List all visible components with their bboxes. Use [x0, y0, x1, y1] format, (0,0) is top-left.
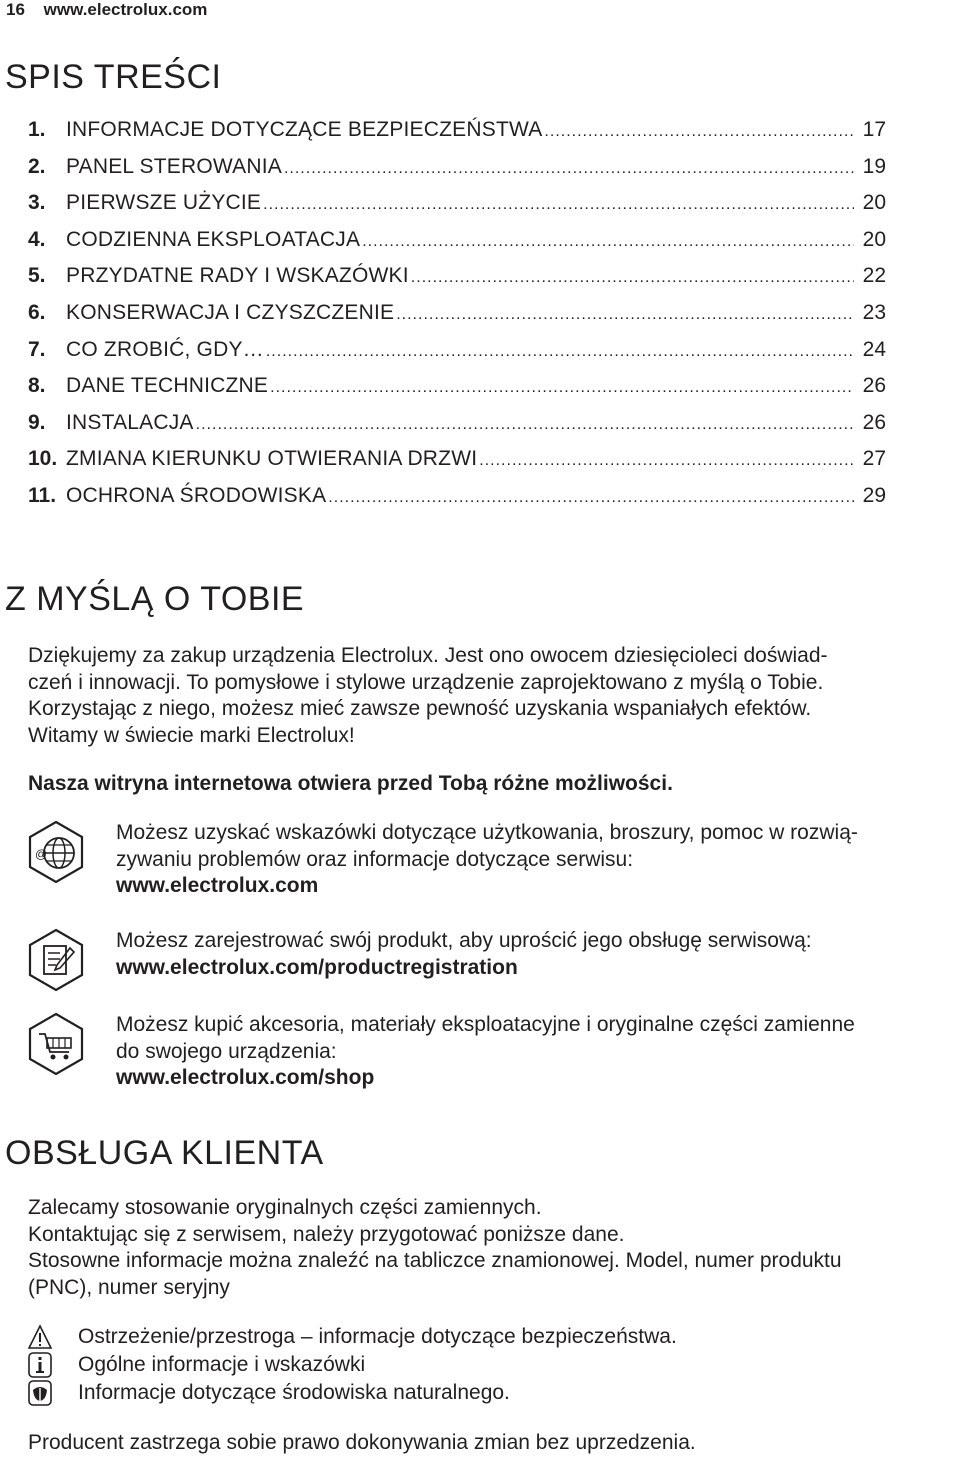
toc-title: SPIS TREŚCI	[5, 58, 222, 96]
toc-leader-dots	[396, 301, 854, 325]
toc-item-number: 9.	[28, 410, 46, 434]
intro-line: Witamy w świecie marki Electrolux!	[28, 723, 355, 747]
toc-item[interactable]	[28, 374, 886, 411]
intro-paragraph	[28, 643, 828, 749]
toc-item-page: 23	[862, 300, 886, 324]
feature-support-text	[116, 820, 858, 900]
toc-leader-dots	[544, 118, 854, 142]
intro-line: Korzystając z niego, możesz mieć zawsze pewność uzyskania wspaniałych efektów.	[28, 697, 812, 720]
feature-support	[24, 820, 960, 900]
footer-note: Producent zastrzega sobie prawo dokonywania zmian bez uprzedzenia.	[28, 1431, 696, 1454]
website-heading: Nasza witryna internetowa otwiera przed Tobą różne możliwości.	[28, 772, 673, 795]
toc-item[interactable]	[28, 484, 886, 521]
toc-item[interactable]	[28, 118, 886, 155]
toc-leader-dots	[270, 374, 854, 398]
registration-icon	[24, 928, 88, 992]
toc-item[interactable]	[28, 338, 886, 375]
toc-item-page: 19	[862, 154, 886, 178]
toc-item-number: 4.	[28, 227, 46, 251]
legend-item-info	[28, 1351, 677, 1379]
customer-service-title: OBSŁUGA KLIENTA	[5, 1134, 324, 1172]
toc-item-title: DANE TECHNICZNE	[66, 374, 269, 398]
toc-item-number: 3.	[28, 191, 46, 215]
globe-icon	[24, 820, 88, 884]
feature-registration-text	[116, 928, 812, 992]
legend-text: Ostrzeżenie/przestroga – informacje dotyczące bezpieczeństwa.	[78, 1325, 677, 1348]
feature-registration	[24, 928, 960, 992]
toc-item[interactable]	[28, 301, 886, 338]
page-header	[6, 0, 207, 20]
toc-item-number: 1.	[28, 118, 46, 141]
toc-item-page: 26	[862, 374, 886, 398]
toc-item-title: CODZIENNA EKSPLOATACJA	[66, 227, 361, 251]
legend-item-warning	[28, 1323, 677, 1351]
service-line: Stosowne informacje można znaleźć na tabliczce znamionowej. Model, numer produktu	[28, 1249, 842, 1272]
toc-item-page: 24	[862, 337, 886, 361]
toc-item-number: 7.	[28, 337, 46, 361]
toc-leader-dots	[263, 191, 854, 215]
page-number: 16	[6, 0, 25, 19]
toc-item-number: 2.	[28, 154, 46, 178]
feature-line: do swojego urządzenia:	[116, 1039, 337, 1063]
toc-item-title: INSTALACJA	[66, 410, 194, 434]
toc-item-number: 5.	[28, 264, 46, 288]
toc-item-title: PIERWSZE UŻYCIE	[66, 191, 262, 215]
toc-item-number: 6.	[28, 300, 46, 324]
table-of-contents	[28, 118, 886, 521]
toc-leader-dots	[266, 338, 854, 362]
info-icon	[28, 1352, 52, 1378]
service-paragraph	[28, 1195, 842, 1301]
shop-link[interactable]: www.electrolux.com/shop	[116, 1066, 375, 1089]
legend-text: Ogólne informacje i wskazówki	[78, 1353, 366, 1376]
feature-line: Możesz zarejestrować swój produkt, aby uprościć jego obsługę serwisową:	[116, 929, 812, 952]
thinking-of-you-title: Z MYŚLĄ O TOBIE	[5, 580, 305, 618]
toc-item-title: OCHRONA ŚRODOWISKA	[66, 483, 327, 507]
feature-line: Możesz kupić akcesoria, materiały eksploatacyjne i oryginalne części zamienne	[116, 1013, 855, 1036]
toc-item-title: CO ZROBIĆ, GDY…	[66, 337, 264, 361]
toc-item-page: 17	[862, 118, 886, 141]
legend-item-environment	[28, 1379, 677, 1407]
toc-item-title: ZMIANA KIERUNKU OTWIERANIA DRZWI	[66, 447, 478, 471]
intro-line: czeń i innowacji. To pomysłowe i stylowe urządzenie zaprojektowano z myślą o Tobie.	[28, 670, 824, 694]
environment-icon	[28, 1380, 52, 1406]
toc-item-page: 26	[862, 410, 886, 434]
toc-item-page: 22	[862, 264, 886, 288]
service-line: Zalecamy stosowanie oryginalnych części zamiennych.	[28, 1196, 542, 1219]
toc-leader-dots	[196, 411, 854, 435]
toc-item-title: PANEL STEROWANIA	[66, 154, 282, 178]
svg-text:@: @	[35, 847, 48, 861]
toc-item[interactable]	[28, 191, 886, 228]
toc-leader-dots	[328, 484, 854, 508]
toc-leader-dots	[284, 155, 854, 179]
feature-shop-text	[116, 1012, 855, 1092]
toc-leader-dots	[362, 228, 854, 252]
toc-item-page: 20	[862, 191, 886, 215]
legend-text: Informacje dotyczące środowiska naturalnego.	[78, 1381, 510, 1404]
toc-item-title: PRZYDATNE RADY I WSKAZÓWKI	[66, 264, 409, 288]
toc-item[interactable]	[28, 155, 886, 192]
toc-item-page: 29	[862, 483, 886, 507]
toc-item-title: KONSERWACJA I CZYSZCZENIE	[66, 300, 395, 324]
toc-item[interactable]	[28, 447, 886, 484]
toc-item-title: INFORMACJE DOTYCZĄCE BEZPIECZEŃSTWA	[66, 118, 543, 141]
service-line: (PNC), numer seryjny	[28, 1275, 230, 1299]
feature-shop	[24, 1012, 960, 1092]
toc-item-number: 8.	[28, 374, 46, 398]
feature-line: Możesz uzyskać wskazówki dotyczące użytkowania, broszury, pomoc w rozwią-	[116, 821, 858, 844]
symbol-legend	[28, 1323, 677, 1407]
toc-item[interactable]	[28, 264, 886, 301]
feature-line: zywaniu problemów oraz informacje dotyczące serwisu:	[116, 847, 634, 871]
header-site-link[interactable]: www.electrolux.com	[43, 0, 208, 19]
toc-item-number: 11.	[28, 483, 57, 507]
toc-leader-dots	[479, 447, 854, 471]
toc-item-page: 20	[862, 227, 886, 251]
toc-item-number: 10.	[28, 447, 58, 471]
shopping-cart-icon	[24, 1012, 88, 1076]
support-link[interactable]: www.electrolux.com	[116, 874, 319, 897]
service-line: Kontaktując się z serwisem, należy przygotować poniższe dane.	[28, 1222, 625, 1246]
warning-icon	[28, 1324, 52, 1350]
registration-link[interactable]: www.electrolux.com/productregistration	[116, 955, 518, 979]
toc-item[interactable]	[28, 411, 886, 448]
toc-item[interactable]	[28, 228, 886, 265]
toc-leader-dots	[411, 264, 854, 288]
intro-line: Dziękujemy za zakup urządzenia Electrolux. Jest ono owocem dziesięcioleci doświad-	[28, 644, 828, 667]
toc-item-page: 27	[862, 447, 886, 471]
